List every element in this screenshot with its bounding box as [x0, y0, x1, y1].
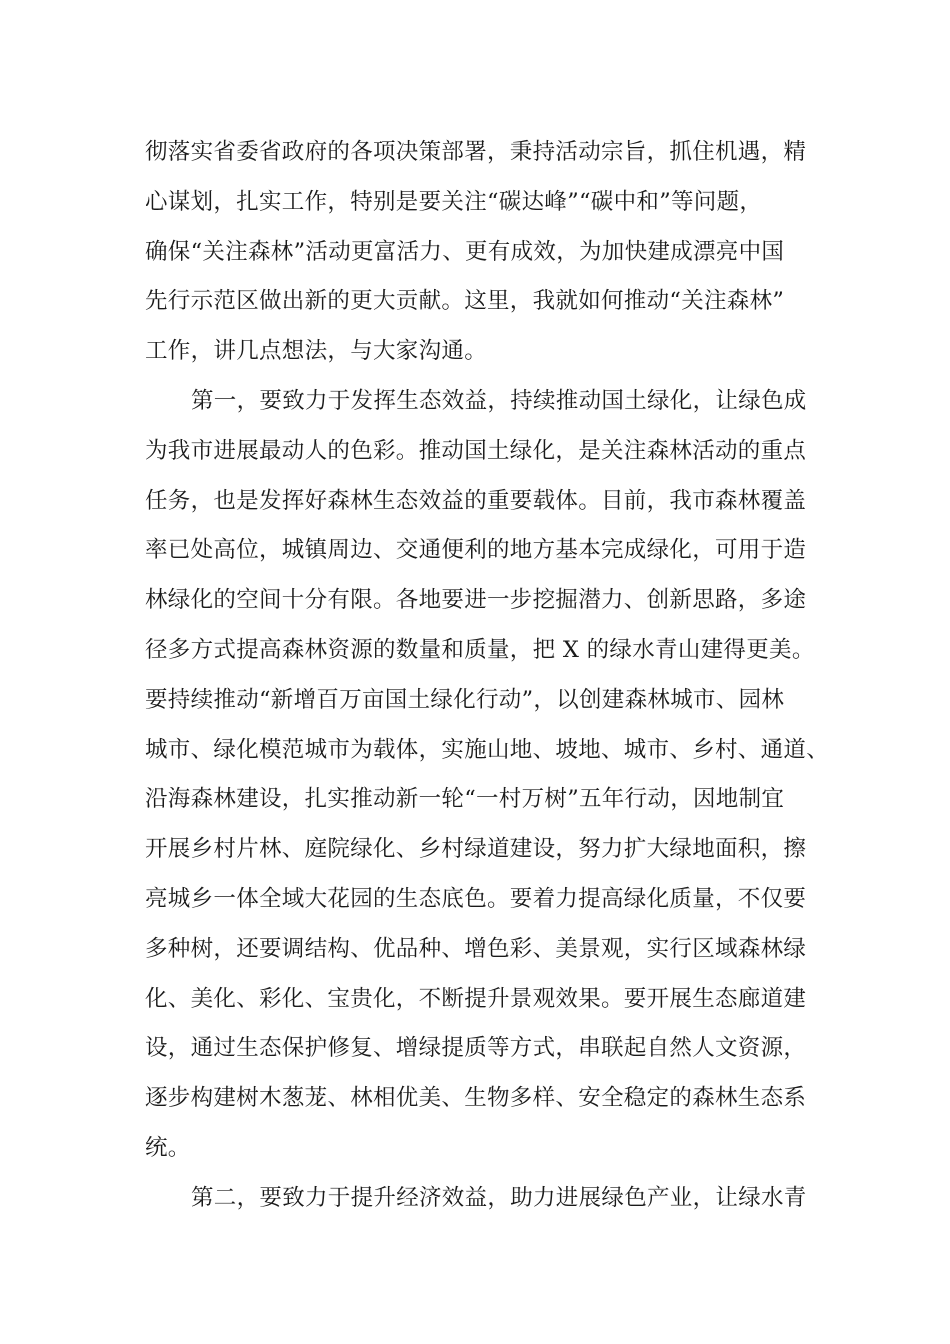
text-line: 径多方式提高森林资源的数量和质量，把 X 的绿水青山建得更美。	[145, 636, 815, 663]
text-line: 设，通过生态保护修复、增绿提质等方式，串联起自然人文资源，	[145, 1035, 807, 1062]
text-line: 为我市进展最动人的色彩。推动国土绿化，是关注森林活动的重点	[145, 437, 807, 464]
text-line: 统。	[145, 1134, 191, 1161]
text-line: 工作，讲几点想法，与大家沟通。	[145, 338, 488, 365]
text-line: 逐步构建树木葱茏、林相优美、生物多样、安全稳定的森林生态系	[145, 1085, 807, 1112]
text-line: 亮城乡一体全域大花园的生态底色。要着力提高绿化质量，不仅要	[145, 885, 807, 912]
text-line: 心谋划，扎实工作，特别是要关注“碳达峰”“碳中和”等问题，	[145, 188, 763, 215]
text-line: 化、美化、彩化、宝贵化，不断提升景观效果。要开展生态廊道建	[145, 985, 807, 1012]
text-line: 多种树，还要调结构、优品种、增色彩、美景观，实行区域森林绿	[145, 935, 807, 962]
text-line: 确保“关注森林”活动更富活力、更有成效，为加快建成漂亮中国	[145, 238, 785, 265]
document-body	[145, 128, 845, 1224]
text-line: 开展乡村片林、庭院绿化、乡村绿道建设，努力扩大绿地面积，擦	[145, 836, 807, 863]
text-line: 彻落实省委省政府的各项决策部署，秉持活动宗旨，抓住机遇，精	[145, 139, 807, 165]
text-line: 城市、绿化模范城市为载体，实施山地、坡地、城市、乡村、通道、	[145, 736, 830, 763]
paragraph-first-line: 第二，要致力于提升经济效益，助力进展绿色产业，让绿水青	[191, 1184, 807, 1211]
text-line: 林绿化的空间十分有限。各地要进一步挖掘潜力、创新思路，多途	[145, 587, 807, 614]
text-line: 要持续推动“新增百万亩国土绿化行动”，以创建森林城市、园林	[145, 686, 785, 713]
text-line: 率已处高位，城镇周边、交通便利的地方基本完成绿化，可用于造	[145, 537, 807, 564]
text-line: 任务，也是发挥好森林生态效益的重要载体。目前，我市森林覆盖	[145, 487, 807, 514]
paragraph-first-line: 第一，要致力于发挥生态效益，持续推动国土绿化，让绿色成	[191, 387, 807, 414]
text-line: 沿海森林建设，扎实推动新一轮“一村万树”五年行动，因地制宜	[145, 786, 785, 813]
text-line: 先行示范区做出新的更大贡献。这里，我就如何推动“关注森林”	[145, 288, 785, 315]
